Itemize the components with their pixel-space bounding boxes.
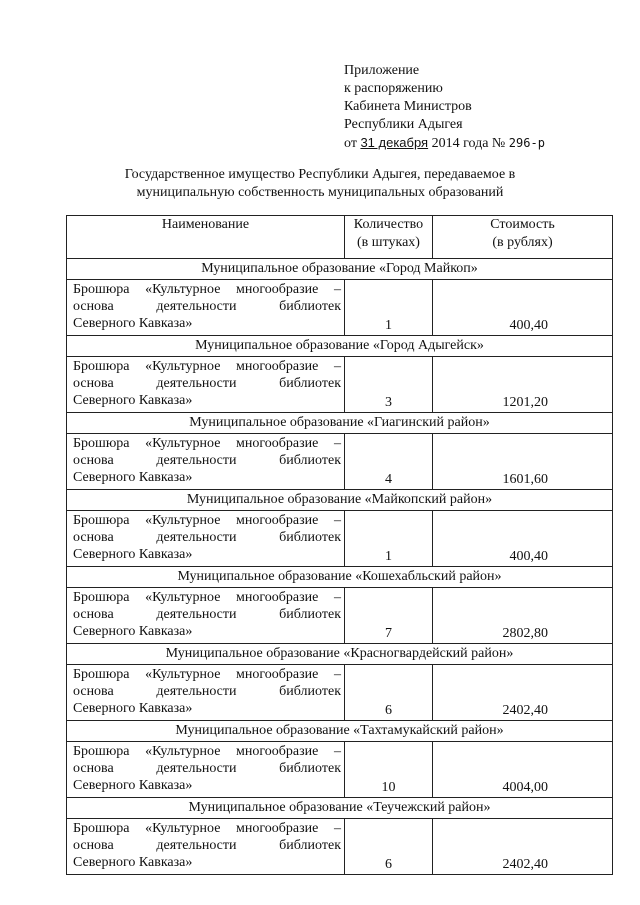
word: многообразие: [236, 667, 319, 682]
word: –: [333, 513, 341, 528]
word: многообразие: [236, 359, 319, 374]
item-quantity: 10: [345, 742, 433, 798]
word: Брошюра: [73, 436, 130, 451]
word: Брошюра: [73, 667, 130, 682]
word: «Культурное: [145, 359, 221, 374]
appendix-date-line: [344, 134, 545, 153]
item-name: [67, 434, 345, 490]
table-row: [67, 665, 613, 721]
item-name: [67, 819, 345, 875]
municipality-label: Муниципальное образование «Красногвардейский район»: [165, 646, 514, 661]
municipality-row: [67, 721, 613, 742]
header-name: Наименование: [67, 216, 345, 259]
table-row: [67, 511, 613, 567]
word: деятельности: [156, 299, 237, 314]
property-table: [66, 215, 613, 875]
word: деятельности: [156, 376, 237, 391]
item-name-line3: Северного Кавказа»: [73, 547, 193, 562]
word: –: [333, 821, 341, 836]
word: основа: [73, 607, 114, 622]
title-line: Государственное имущество Республики Адыгея, передаваемое в: [124, 167, 516, 182]
word: –: [333, 436, 341, 451]
item-quantity: 6: [345, 819, 433, 875]
item-name-line2: [73, 529, 341, 546]
word: Брошюра: [73, 282, 130, 297]
table-body: [67, 259, 613, 875]
header-qty-line1: Количество: [353, 217, 424, 232]
word: –: [333, 667, 341, 682]
word: основа: [73, 299, 114, 314]
municipality-label: Муниципальное образование «Теучежский район»: [188, 800, 491, 815]
item-name-line3: Северного Кавказа»: [73, 393, 193, 408]
word: «Культурное: [145, 282, 221, 297]
order-number: 296-р: [508, 136, 545, 150]
item-name: [67, 588, 345, 644]
word: многообразие: [236, 513, 319, 528]
item-name-line3: Северного Кавказа»: [73, 470, 193, 485]
item-name-line1: [73, 820, 341, 837]
appendix-line: Республики Адыгея: [344, 117, 463, 132]
item-name-line1: [73, 358, 341, 375]
word: многообразие: [236, 590, 319, 605]
word: –: [333, 590, 341, 605]
header-cost-line2: (в рублях): [492, 235, 553, 250]
municipality-name: [67, 413, 613, 434]
item-name: [67, 665, 345, 721]
table-row: [67, 742, 613, 798]
municipality-row: [67, 336, 613, 357]
appendix-line: к распоряжению: [344, 81, 443, 96]
word: библиотек: [279, 530, 341, 545]
item-cost: 2802,80: [433, 588, 613, 644]
item-name-line1: [73, 666, 341, 683]
word: «Культурное: [145, 667, 221, 682]
word: основа: [73, 684, 114, 699]
word: –: [333, 744, 341, 759]
word: «Культурное: [145, 513, 221, 528]
item-name-line1: [73, 743, 341, 760]
appendix-line: Приложение: [344, 63, 420, 78]
item-quantity: 1: [345, 511, 433, 567]
table-row: [67, 588, 613, 644]
word: деятельности: [156, 838, 237, 853]
table-row: [67, 819, 613, 875]
header-cost-line1: Стоимость: [490, 217, 555, 232]
item-name-line2: [73, 298, 341, 315]
header-cost: [433, 216, 613, 259]
word: библиотек: [279, 376, 341, 391]
word: Брошюра: [73, 359, 130, 374]
municipality-label: Муниципальное образование «Город Адыгейск»: [195, 338, 484, 353]
item-name-line1: [73, 435, 341, 452]
word: деятельности: [156, 453, 237, 468]
item-name: [67, 511, 345, 567]
word: деятельности: [156, 530, 237, 545]
word: Брошюра: [73, 513, 130, 528]
item-name-line2: [73, 760, 341, 777]
table-row: [67, 357, 613, 413]
item-cost: 400,40: [433, 280, 613, 336]
municipality-row: [67, 490, 613, 511]
item-name-line3: Северного Кавказа»: [73, 855, 193, 870]
municipality-name: [67, 490, 613, 511]
municipality-label: Муниципальное образование «Тахтамукайский район»: [175, 723, 504, 738]
header-qty-line2: (в штуках): [357, 235, 420, 250]
item-name: [67, 742, 345, 798]
municipality-row: [67, 644, 613, 665]
date-prefix: от: [344, 136, 357, 151]
word: библиотек: [279, 684, 341, 699]
item-cost: 400,40: [433, 511, 613, 567]
word: основа: [73, 761, 114, 776]
item-name-line2: [73, 606, 341, 623]
item-quantity: 1: [345, 280, 433, 336]
word: многообразие: [236, 436, 319, 451]
word: «Культурное: [145, 821, 221, 836]
municipality-row: [67, 259, 613, 280]
header-qty: [345, 216, 433, 259]
item-name-line1: [73, 589, 341, 606]
item-name-line3: Северного Кавказа»: [73, 624, 193, 639]
word: «Культурное: [145, 744, 221, 759]
appendix-line: Кабинета Министров: [344, 99, 472, 114]
item-cost: 1601,60: [433, 434, 613, 490]
item-name-line2: [73, 683, 341, 700]
word: «Культурное: [145, 436, 221, 451]
word: многообразие: [236, 282, 319, 297]
municipality-label: Муниципальное образование «Гиагинский район»: [189, 415, 490, 430]
word: деятельности: [156, 761, 237, 776]
item-name-line1: [73, 281, 341, 298]
item-cost: 4004,00: [433, 742, 613, 798]
word: основа: [73, 838, 114, 853]
word: Брошюра: [73, 590, 130, 605]
item-quantity: 6: [345, 665, 433, 721]
municipality-row: [67, 413, 613, 434]
word: библиотек: [279, 607, 341, 622]
word: «Культурное: [145, 590, 221, 605]
item-quantity: 7: [345, 588, 433, 644]
word: Брошюра: [73, 821, 130, 836]
title-line: муниципальную собственность муниципальных образований: [136, 185, 504, 200]
item-name-line3: Северного Кавказа»: [73, 778, 193, 793]
municipality-name: [67, 644, 613, 665]
word: основа: [73, 453, 114, 468]
item-name-line3: Северного Кавказа»: [73, 316, 193, 331]
item-name-line1: [73, 512, 341, 529]
word: библиотек: [279, 299, 341, 314]
word: Брошюра: [73, 744, 130, 759]
appendix-block: [344, 62, 545, 153]
item-name: [67, 357, 345, 413]
municipality-name: [67, 336, 613, 357]
municipality-name: [67, 798, 613, 819]
word: –: [333, 359, 341, 374]
municipality-label: Муниципальное образование «Город Майкоп»: [201, 261, 478, 276]
word: деятельности: [156, 684, 237, 699]
word: библиотек: [279, 838, 341, 853]
date-day-month: 31 декабря: [360, 135, 429, 150]
date-year: 2014 года №: [431, 136, 506, 151]
item-name: [67, 280, 345, 336]
municipality-name: [67, 259, 613, 280]
municipality-label: Муниципальное образование «Майкопский район»: [186, 492, 493, 507]
table-header-row: [67, 216, 613, 259]
table-row: [67, 434, 613, 490]
word: деятельности: [156, 607, 237, 622]
municipality-name: [67, 567, 613, 588]
word: библиотек: [279, 453, 341, 468]
item-name-line3: Северного Кавказа»: [73, 701, 193, 716]
item-name-line2: [73, 452, 341, 469]
item-name-line2: [73, 837, 341, 854]
item-cost: 1201,20: [433, 357, 613, 413]
word: библиотек: [279, 761, 341, 776]
table-row: [67, 280, 613, 336]
item-cost: 2402,40: [433, 819, 613, 875]
word: многообразие: [236, 744, 319, 759]
word: –: [333, 282, 341, 297]
municipality-name: [67, 721, 613, 742]
municipality-row: [67, 567, 613, 588]
word: многообразие: [236, 821, 319, 836]
municipality-label: Муниципальное образование «Кошехабльский район»: [177, 569, 502, 584]
document-title: [60, 166, 580, 202]
word: основа: [73, 530, 114, 545]
item-name-line2: [73, 375, 341, 392]
item-cost: 2402,40: [433, 665, 613, 721]
word: основа: [73, 376, 114, 391]
municipality-row: [67, 798, 613, 819]
item-quantity: 3: [345, 357, 433, 413]
item-quantity: 4: [345, 434, 433, 490]
